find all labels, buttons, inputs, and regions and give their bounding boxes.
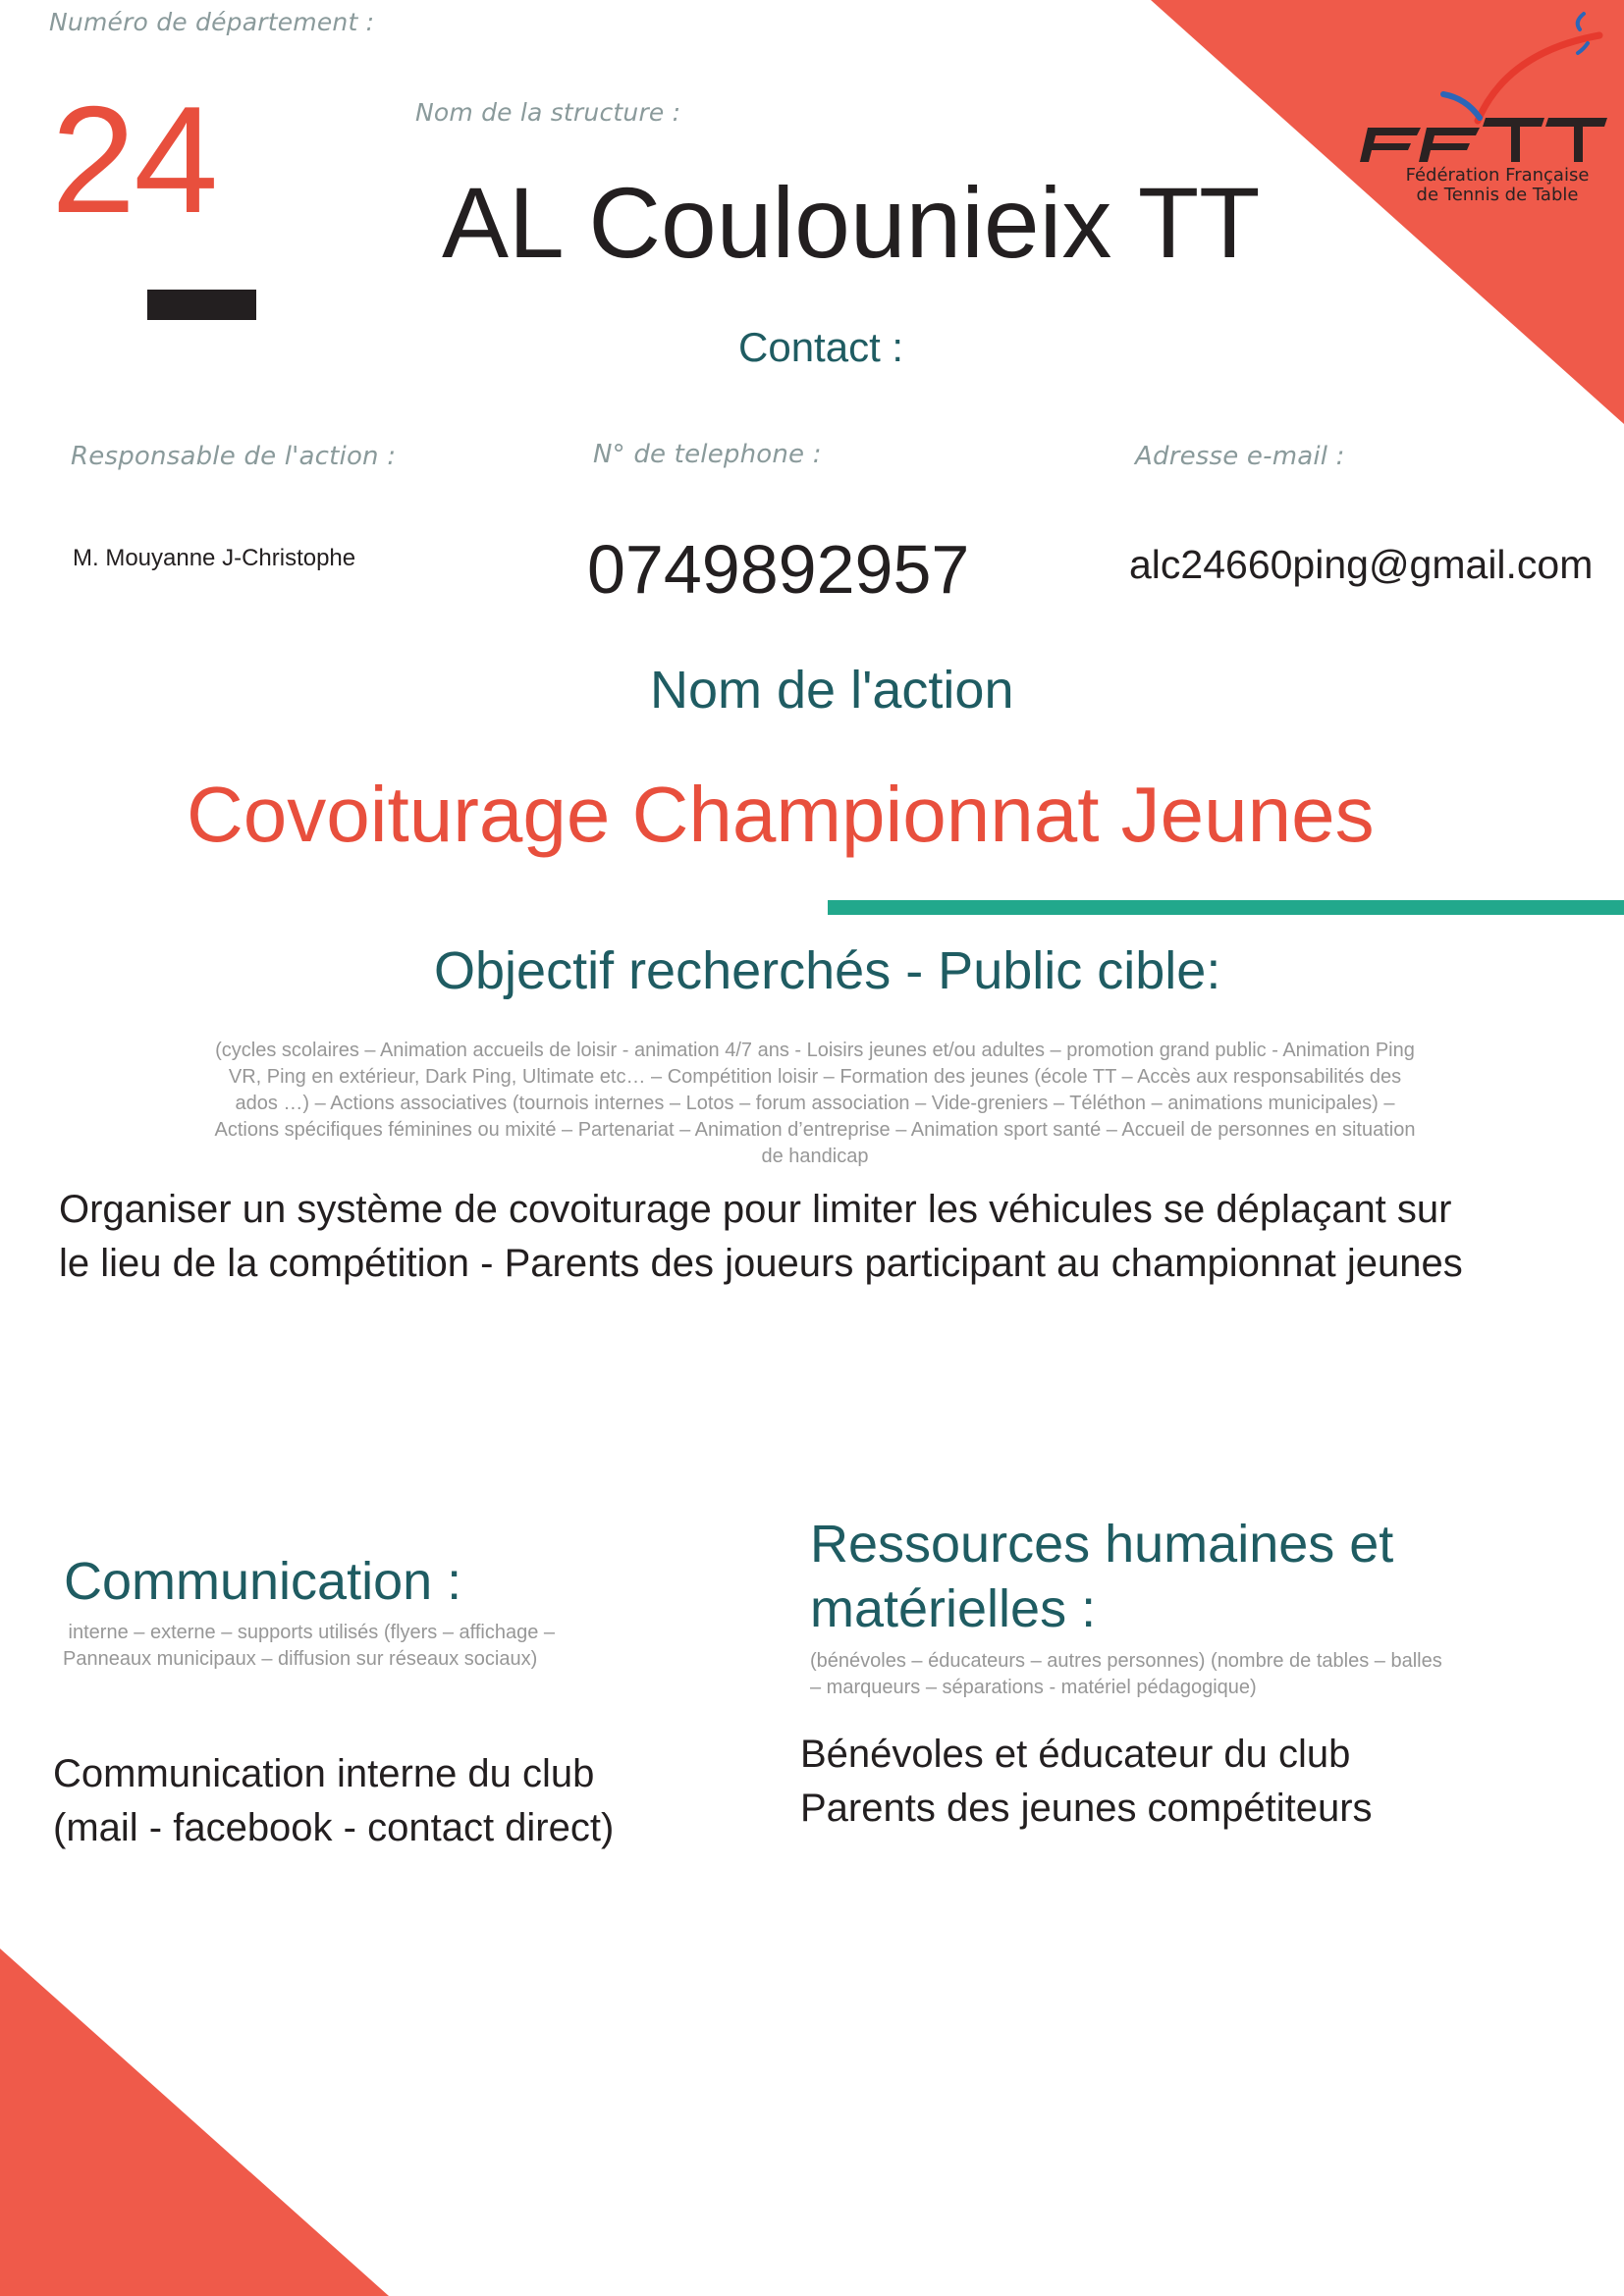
objective-value: Organiser un système de covoiturage pour limiter les véhicules se déplaçant sur le lieu de la compétition - Parents des joueurs participant au championnat jeunes (59, 1188, 1463, 1285)
action-label: Nom de l'action (650, 661, 1014, 720)
structure-label: Nom de la structure : (415, 98, 681, 127)
department-dash (147, 290, 256, 320)
objective-hint: (cycles scolaires – Animation accueils de loisir - animation 4/7 ans - Loisirs jeunes et/ou adultes – promotion grand public - Animation Ping VR, Ping en extérieur, Dark Ping, Ultimate etc… – Compétition loisir – Formation des jeunes (école TT – Accès aux responsabilités des ados …) – Actions associatives (tournois internes – Lotos – forum association – Vide-greniers – Téléthon – animations municipales) – Actions spécifiques féminines ou mixité – Partenariat – Animation d’entreprise – Animation sport santé – Accueil de personnes en situation de handicap (214, 1040, 1416, 1167)
structure-name: AL Coulounieix TT (442, 167, 1261, 279)
department-number: 24 (51, 75, 217, 244)
communication-value: Communication interne du club (mail - facebook - contact direct) (53, 1752, 615, 1849)
communication-title: Communication : (64, 1552, 462, 1611)
responsable-value: M. Mouyanne J-Christophe (73, 545, 356, 571)
department-label: Numéro de département : (49, 8, 375, 36)
resources-value: Bénévoles et éducateur du club Parents des jeunes compétiteurs (800, 1733, 1373, 1830)
resources-hint: (bénévoles – éducateurs – autres personnes) (nombre de tables – balles – marqueurs – séparations - matériel pédagogique) (810, 1650, 1442, 1698)
communication-hint: interne – externe – supports utilisés (flyers – affichage – Panneaux municipaux – diffusion sur réseaux sociaux) (63, 1622, 556, 1670)
teal-divider (828, 900, 1624, 915)
logo-text-line2: de Tennis de Table (1416, 185, 1579, 205)
contact-title: Contact : (738, 324, 904, 370)
objective-title: Objectif recherchés - Public cible: (434, 941, 1221, 1000)
resources-title: Ressources humaines et matérielles : (810, 1515, 1394, 1638)
phone-value: 0749892957 (587, 531, 970, 608)
fftt-logo (1360, 8, 1615, 209)
email-value: alc24660ping@gmail.com (1129, 542, 1594, 587)
action-name: Covoiturage Championnat Jeunes (187, 771, 1375, 858)
email-label: Adresse e-mail : (1135, 442, 1345, 471)
responsable-label: Responsable de l'action : (71, 442, 397, 471)
phone-label: N° de telephone : (593, 440, 822, 469)
logo-text-line1: Fédération Française (1405, 165, 1590, 186)
